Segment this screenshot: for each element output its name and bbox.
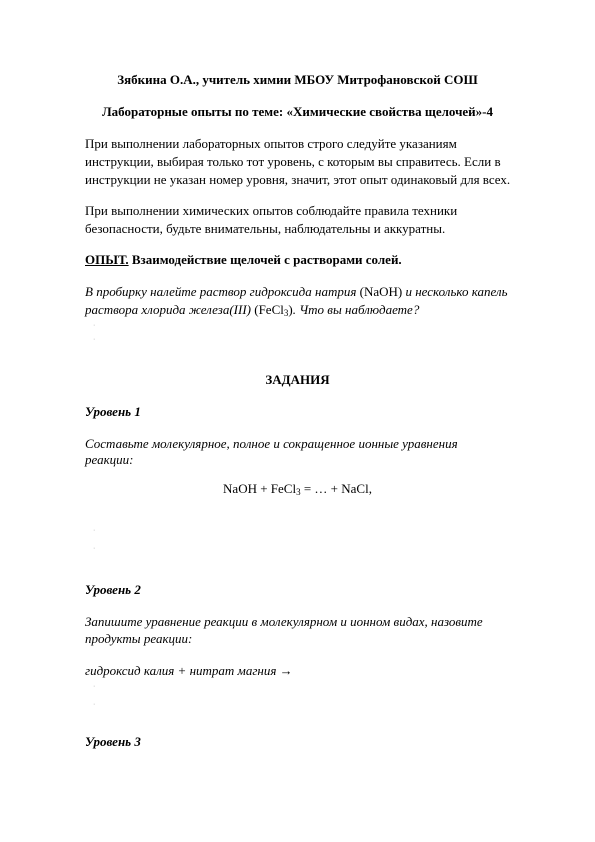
experiment-label: ОПЫТ. — [85, 252, 129, 267]
instruction-line-1 — [85, 284, 508, 300]
document-title: Лабораторные опыты по теме: «Химические свойства щелочей»-4 — [101, 104, 494, 119]
level-3-heading: Уровень 3 — [85, 734, 141, 749]
level-1-equation: NaOH + FeCl$_3$ = … + NaCl, — [223, 481, 372, 497]
level-1-task-line-2: реакции: — [85, 452, 134, 467]
safety-line-2: безопасности, будьте внимательны, наблюдательны и аккуратны. — [85, 221, 446, 236]
instruction-text: и несколько капель — [402, 284, 508, 299]
paragraph-mark: · — [93, 336, 96, 343]
experiment-title: Взаимодействие щелочей с растворами солей. — [128, 252, 402, 267]
tasks-heading: ЗАДАНИЯ — [265, 372, 330, 387]
experiment-heading — [85, 252, 402, 268]
paragraph-mark: · — [93, 322, 96, 329]
instruction-question: . Что вы наблюдаете? — [292, 302, 420, 317]
author-line: Зябкина О.А., учитель химии МБОУ Митрофановской СОШ — [117, 72, 478, 87]
level-2-heading: Уровень 2 — [85, 582, 141, 597]
intro-line-1: При выполнении лабораторных опытов строго следуйте указаниям — [85, 136, 457, 151]
instruction-text: В пробирку налейте раствор гидроксида натрия — [85, 284, 360, 299]
safety-line-1: При выполнении химических опытов соблюдайте правила техники — [85, 203, 458, 218]
level-2-task-line-1: Запишите уравнение реакции в молекулярном и ионном видах, назовите — [85, 614, 483, 629]
instruction-text: раствора хлорида железа(III) — [85, 302, 255, 317]
paragraph-mark: · — [93, 527, 96, 534]
paragraph-mark: · — [93, 545, 96, 552]
paragraph-mark: · — [93, 701, 96, 708]
paragraph-mark: · — [93, 683, 96, 690]
intro-line-3: инструкции не указан номер уровня, значит, этот опыт одинаковый для всех. — [85, 172, 511, 187]
fecl3-formula: (FeCl$_3$) — [254, 302, 293, 318]
naoh-formula: (NaOH) — [359, 284, 403, 299]
level-1-heading: Уровень 1 — [85, 404, 141, 419]
level-2-reaction-scheme: гидроксид калия + нитрат магния → — [85, 663, 293, 678]
level-2-task-line-2: продукты реакции: — [85, 631, 193, 646]
instruction-line-2 — [85, 302, 419, 318]
level-1-task-line-1: Составьте молекулярное, полное и сокращенное ионные уравнения — [85, 436, 458, 451]
intro-line-2: инструкции, выбирая только тот уровень, с которым вы справитесь. Если в — [85, 154, 501, 169]
